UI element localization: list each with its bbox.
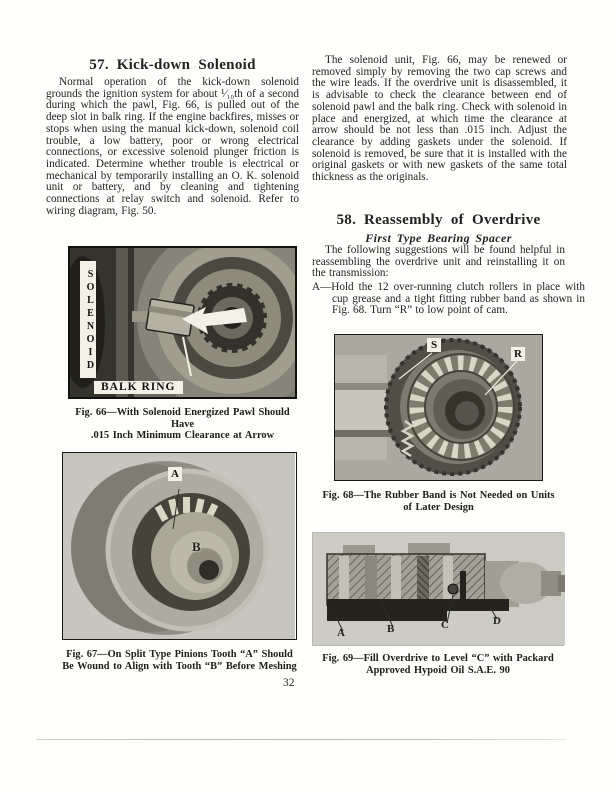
scan-edge-line	[36, 739, 566, 740]
label-s-photo-label: S	[427, 338, 441, 352]
figure-69-caption	[312, 653, 564, 676]
section-57-continued-paragraph: The solenoid unit, Fig. 66, may be renewed or removed simply by removing the two cap screws and the wire leads. If the overdrive unit is disassembled, it is advisable to check the clearance between end of solenoid pawl and the balk ring. Check with solenoid in place and energized, at which time the clearance at arrow should be not less than .015 inch. Adjust the clearance by adding gaskets under the solenoid. If solenoid is removed, be sure that it is installed with the original gaskets or with new gaskets of the same total thickness as the originals.	[312, 54, 567, 184]
figure-69-caption-line2: Approved Hypoid Oil S.A.E. 90	[366, 664, 510, 676]
figure-66-photo	[68, 246, 297, 399]
section-57-heading: 57. Kick-down Solenoid	[89, 57, 256, 73]
figure-66-caption-line2: .015 Inch Minimum Clearance at Arrow	[90, 430, 275, 442]
figure-69-caption-line1: Fig. 69—Fill Overdrive to Level “C” with Packard	[322, 653, 554, 664]
figure-69	[312, 532, 564, 676]
solenoid-photo-label: SOLENOID	[80, 261, 96, 378]
section-58-heading: 58. Reassembly of Overdrive	[336, 212, 541, 228]
figure-66	[68, 246, 297, 442]
level-c-label: C	[441, 619, 449, 631]
figure-67-caption-line2: Be Wound to Align with Tooth “B” Before Meshing	[62, 660, 297, 672]
tooth-a-photo-label: A	[168, 467, 182, 481]
figure-68-caption	[310, 490, 567, 513]
figure-68-caption-line1: Fig. 68—The Rubber Band is Not Needed on Units	[322, 490, 555, 501]
tooth-b-photo-label: B	[192, 539, 201, 554]
figure-67	[62, 452, 297, 672]
figure-68	[310, 334, 567, 513]
level-d-label: D	[493, 615, 501, 627]
figure-67-caption	[62, 649, 297, 672]
section-57-paragraph: Normal operation of the kick-down solenoid grounds the ignition system for about ¹⁄₁₀th of a second during which the pawl, Fig. 66, is pulled out of the deep slot in balk ring. If the engine backfires, misses or stops when using the manual kick-down, solenoid coil trouble, a low battery, poor or wrong electrical connections, or excessive solenoid plunger friction is indicated. Determine whether trouble is electrical or mechanical by temporarily installing an O. K. solenoid unit or battery, and by cleaning and tightening connections at relay switch and solenoid. Refer to wiring diagram, Fig. 50.	[46, 76, 299, 217]
section-58-subtitle: First Type Bearing Spacer	[365, 231, 512, 245]
level-b-label: B	[387, 623, 395, 635]
page-number: 32	[283, 677, 295, 689]
figure-66-caption	[68, 407, 297, 442]
label-r-photo-label: R	[511, 347, 525, 361]
figure-67-photo	[62, 452, 297, 640]
figure-67-caption-line1: Fig. 67—On Split Type Pinions Tooth “A” Should	[66, 649, 293, 660]
figure-69-photo	[312, 532, 564, 646]
section-58-intro-paragraph: The following suggestions will be found helpful in reassembling the overdrive unit and reinstalling it on the transmission:	[312, 244, 565, 280]
overdrive-cutaway-illustration	[313, 533, 565, 645]
level-a-label: A	[337, 627, 345, 639]
balk-ring-photo-label: BALK RING	[94, 381, 183, 394]
figure-68-caption-line2: of Later Design	[403, 501, 474, 513]
section-58-item-a: A—Hold the 12 over-running clutch rollers in place with cup grease and a tight fitting rubber band as shown in Fig. 68. Turn “R” to low point of cam.	[312, 281, 585, 317]
figure-68-photo	[334, 334, 543, 481]
figure-66-caption-line1: Fig. 66—With Solenoid Energized Pawl Should Have	[75, 407, 290, 430]
solenoid-photo-illustration	[70, 248, 295, 397]
